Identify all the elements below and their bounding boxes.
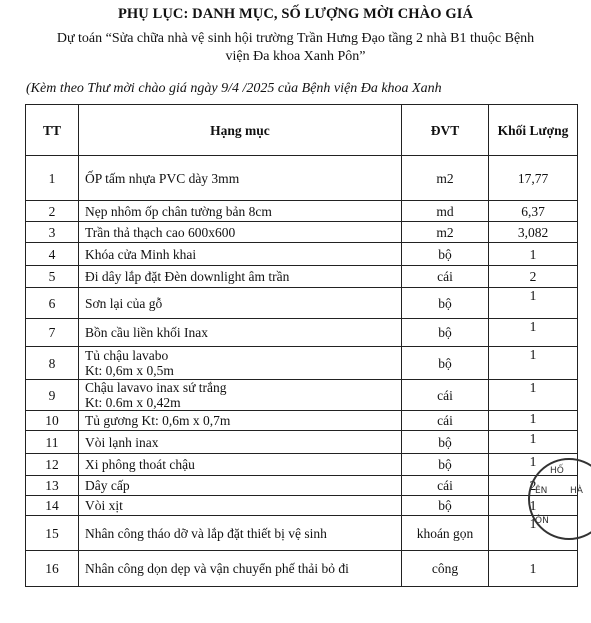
row-qty: 1: [489, 319, 578, 347]
table-row: [26, 243, 578, 266]
table-row: [26, 496, 578, 516]
row-item: [79, 288, 402, 319]
table-row: [26, 156, 578, 201]
table-row: [26, 288, 578, 319]
row-item-line1: Dây cấp: [85, 478, 130, 493]
row-item: [79, 222, 402, 243]
row-item-line1: Vòi xịt: [85, 498, 123, 513]
row-item: [79, 380, 402, 411]
row-item: [79, 476, 402, 496]
doc-note: (Kèm theo Thư mời chào giá ngày 9/4 /2025 của Bệnh viện Đa khoa Xanh: [26, 81, 442, 96]
row-qty: 1: [489, 516, 578, 551]
row-qty: 1: [489, 411, 578, 431]
row-unit: bộ: [402, 319, 489, 347]
row-tt: 10: [26, 411, 79, 431]
row-tt: 13: [26, 476, 79, 496]
row-unit: cái: [402, 411, 489, 431]
row-item-line1: Chậu lavavo inax sứ trắng: [85, 380, 227, 395]
row-unit: công: [402, 551, 489, 587]
row-qty: 2: [489, 476, 578, 496]
table-row: [26, 222, 578, 243]
row-tt: 11: [26, 431, 79, 454]
header-qty: Khối Lượng: [489, 105, 578, 156]
row-tt: 2: [26, 201, 79, 222]
table-row: [26, 347, 578, 380]
row-unit: bộ: [402, 431, 489, 454]
row-unit: bộ: [402, 288, 489, 319]
row-item-line2: Kt: 0,6m x 0,5m: [85, 363, 174, 378]
row-item-line1: Sơn lại của gỗ: [85, 295, 163, 311]
row-tt: 8: [26, 347, 79, 380]
row-qty: 1: [489, 431, 578, 454]
header-unit: ĐVT: [402, 105, 489, 156]
row-tt: 15: [26, 516, 79, 551]
row-qty: 1: [489, 347, 578, 380]
row-item-line1: Xi phông thoát chậu: [85, 457, 195, 472]
row-unit: khoán gọn: [402, 516, 489, 551]
row-unit: bộ: [402, 496, 489, 516]
row-item: [79, 454, 402, 476]
row-item-line1: Tủ gương Kt: 0,6m x 0,7m: [85, 413, 231, 428]
row-item-line2: Kt: 0.6m x 0,42m: [85, 395, 181, 410]
table-row: [26, 266, 578, 288]
row-unit: bộ: [402, 454, 489, 476]
row-qty: 1: [489, 243, 578, 266]
row-item-line1: Nhân công tháo dỡ và lắp đặt thiết bị vệ sinh: [85, 525, 327, 541]
row-item: [79, 496, 402, 516]
row-item-line1: Tủ chậu lavabo: [85, 348, 169, 363]
table-row: [26, 380, 578, 411]
header-item: Hạng mục: [79, 105, 402, 156]
row-item: [79, 266, 402, 288]
table-row: [26, 454, 578, 476]
row-item-line1: Đi dây lắp đặt Đèn downlight âm trần: [85, 269, 290, 284]
row-qty: 1: [489, 288, 578, 319]
row-tt: 4: [26, 243, 79, 266]
row-item-line1: Khóa cửa Minh khai: [85, 246, 197, 262]
row-qty: 6,37: [489, 201, 578, 222]
row-unit: cái: [402, 476, 489, 496]
row-item: [79, 243, 402, 266]
row-qty: 3,082: [489, 222, 578, 243]
table-row: [26, 431, 578, 454]
row-unit: m2: [402, 156, 489, 201]
doc-subtitle-line1: Dự toán “Sửa chữa nhà vệ sinh hội trường Trần Hưng Đạo tầng 2 nhà B1 thuộc Bệnh: [56, 31, 535, 46]
row-tt: 12: [26, 454, 79, 476]
row-tt: 5: [26, 266, 79, 288]
row-item-line1: Bồn cầu liền khối Inax: [85, 325, 208, 340]
row-item-line1: Trần thả thạch cao 600x600: [85, 224, 236, 240]
items-table: [25, 104, 578, 587]
official-stamp: HỐ ÊN HÀ ÔN: [528, 458, 591, 540]
row-item: [79, 319, 402, 347]
row-item-line1: ỐP tấm nhựa PVC dày 3mm: [85, 170, 240, 186]
table-header-row: [26, 105, 578, 156]
row-qty: 1: [489, 551, 578, 587]
row-qty: 1: [489, 496, 578, 516]
row-qty: 1: [489, 380, 578, 411]
table-row: [26, 319, 578, 347]
row-item-line1: Nẹp nhôm ốp chân tường bản 8cm: [85, 203, 272, 219]
table-row: [26, 551, 578, 587]
doc-title: PHỤ LỤC: DANH MỤC, SỐ LƯỢNG MỜI CHÀO GIÁ: [117, 6, 474, 22]
table-row: [26, 411, 578, 431]
row-tt: 14: [26, 496, 79, 516]
row-item: [79, 201, 402, 222]
row-tt: 3: [26, 222, 79, 243]
row-qty: 1: [489, 454, 578, 476]
row-tt: 1: [26, 156, 79, 201]
row-item: [79, 347, 402, 380]
row-item: [79, 516, 402, 551]
table-row: [26, 476, 578, 496]
row-tt: 6: [26, 288, 79, 319]
row-unit: bộ: [402, 347, 489, 380]
row-qty: 2: [489, 266, 578, 288]
row-unit: m2: [402, 222, 489, 243]
header-tt: TT: [26, 105, 79, 156]
row-unit: bộ: [402, 243, 489, 266]
row-tt: 16: [26, 551, 79, 587]
row-qty: 17,77: [489, 156, 578, 201]
row-tt: 9: [26, 380, 79, 411]
row-unit: cái: [402, 380, 489, 411]
row-item: [79, 156, 402, 201]
row-item: [79, 551, 402, 587]
row-item-line1: Nhân công dọn dẹp và vận chuyển phế thải bỏ đi: [85, 561, 349, 576]
row-item: [79, 411, 402, 431]
table-row: [26, 201, 578, 222]
row-item-line1: Vòi lạnh inax: [85, 434, 159, 450]
row-tt: 7: [26, 319, 79, 347]
table-row: [26, 516, 578, 551]
row-unit: cái: [402, 266, 489, 288]
row-item: [79, 431, 402, 454]
doc-subtitle-line2: viện Đa khoa Xanh Pôn”: [225, 49, 366, 64]
row-unit: md: [402, 201, 489, 222]
